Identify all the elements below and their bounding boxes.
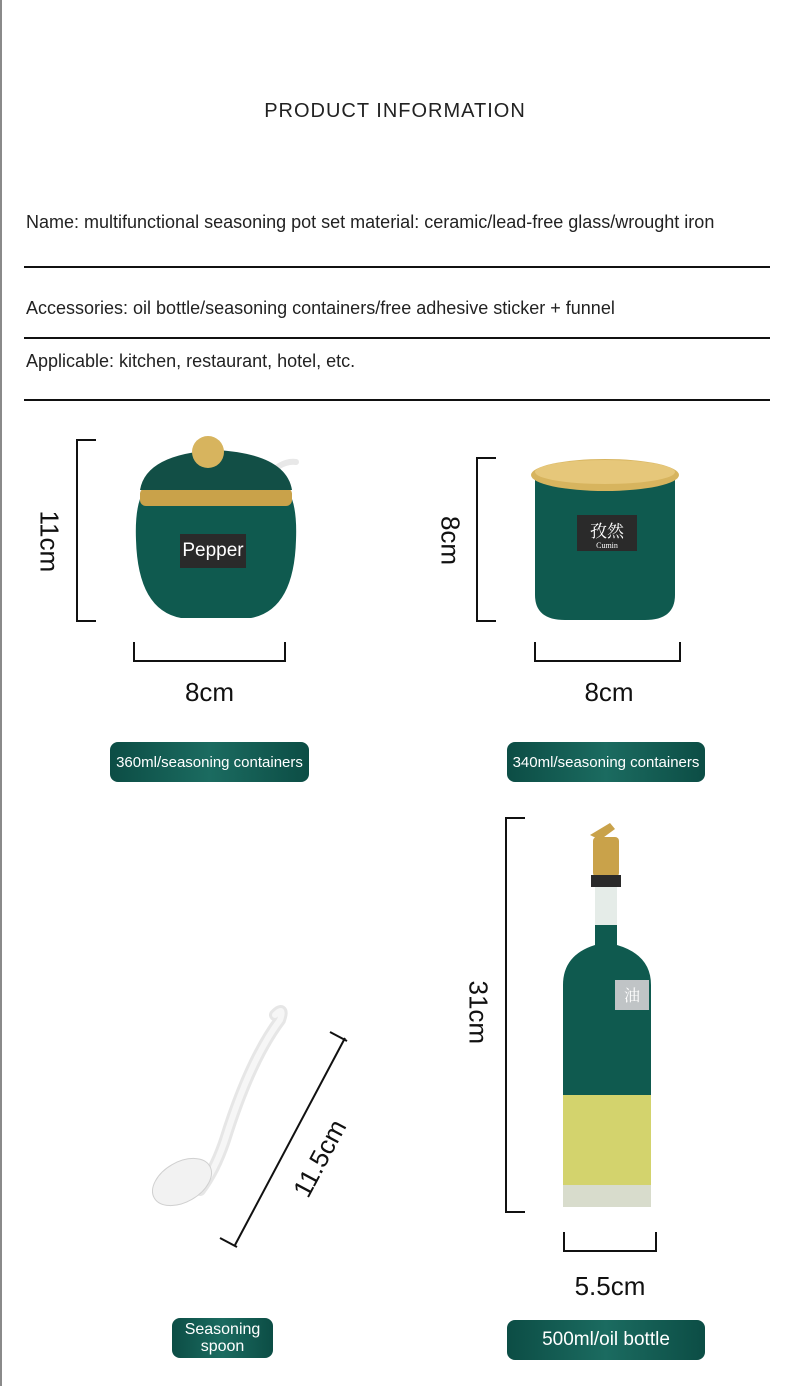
oil-bottle-image — [555, 815, 665, 1215]
height-bracket — [76, 439, 96, 622]
pepper-pot-capacity-badge: 360ml/seasoning containers — [110, 742, 309, 782]
pepper-pot-image — [126, 430, 306, 625]
cumin-jar-height: 8cm — [435, 515, 466, 566]
pepper-label: Pepper — [182, 540, 244, 561]
spoon-badge-line-1: Seasoning — [184, 1321, 261, 1338]
divider — [24, 266, 770, 268]
oil-label-cn: 油 — [623, 986, 641, 1005]
cumin-jar-width: 8cm — [584, 677, 634, 707]
page-left-edge — [0, 0, 2, 1386]
width-bracket — [534, 642, 681, 662]
cumin-label-cn: 孜然 — [590, 522, 624, 542]
spoon-length: 11.5cm — [286, 1114, 353, 1203]
width-bracket — [133, 642, 286, 662]
page-title: PRODUCT INFORMATION — [264, 100, 526, 122]
pepper-pot-height: 11cm — [34, 510, 65, 573]
info-accessories-line: Accessories: oil bottle/seasoning containers/free adhesive sticker + funnel — [26, 298, 615, 318]
oil-bottle-capacity-badge: 500ml/oil bottle — [507, 1320, 705, 1360]
height-bracket — [476, 457, 496, 622]
height-bracket — [505, 817, 525, 1213]
divider — [24, 337, 770, 339]
oil-bottle-width: 5.5cm — [574, 1271, 646, 1301]
info-name-line: Name: multifunctional seasoning pot set material: ceramic/lead-free glass/wrought iron — [26, 212, 715, 232]
spoon-badge-line-2: spoon — [200, 1338, 245, 1355]
pepper-pot-width: 8cm — [184, 677, 235, 707]
divider — [24, 399, 770, 401]
cumin-label-en: Cumin — [596, 541, 618, 550]
width-bracket — [563, 1232, 657, 1252]
cumin-jar-capacity-badge: 340ml/seasoning containers — [507, 742, 705, 782]
spoon-badge — [172, 1318, 273, 1358]
info-applicable-line: Applicable: kitchen, restaurant, hotel, etc. — [26, 351, 356, 371]
cumin-jar-image — [525, 455, 685, 625]
oil-bottle-height: 31cm — [463, 980, 494, 1045]
